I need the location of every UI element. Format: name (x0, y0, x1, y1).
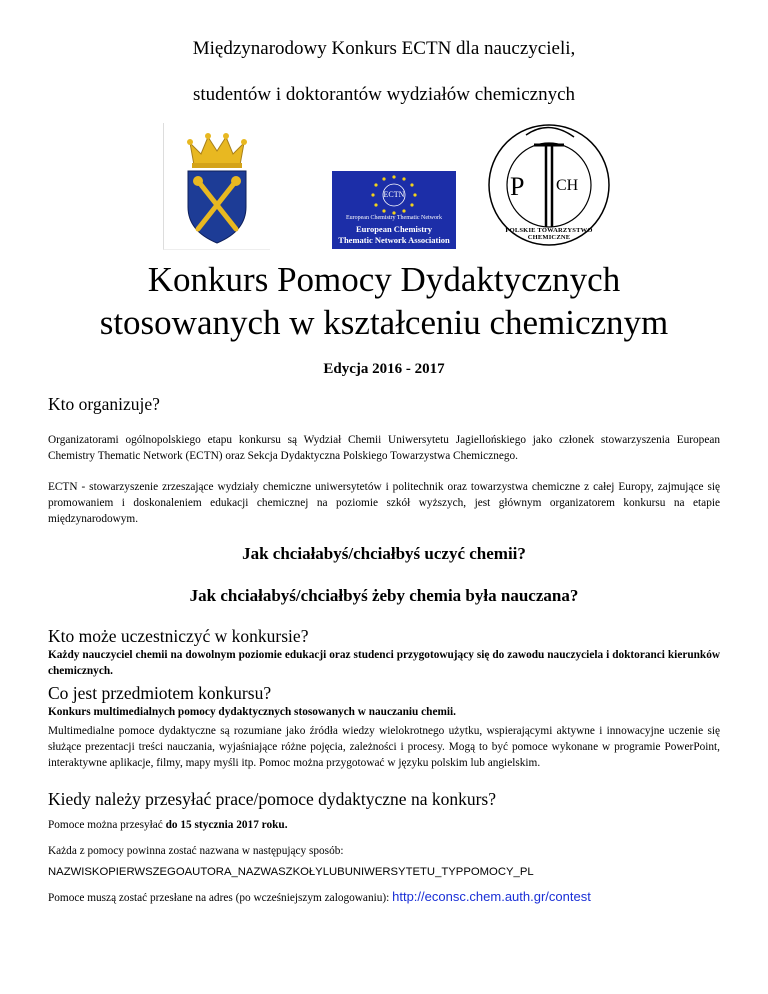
organizer-paragraph-2: ECTN - stowarzyszenie zrzeszające wydziały chemiczne uniwersytetów i politechnik oraz towarzystwa chemiczne z całej Europy, zajmujące się promowaniem i doskonaleniem edukacji chemicznej na poziomie szkół wyższych, jest głównym organizatorem konkursu na etapie międzynarodowym. (48, 481, 720, 525)
deadline-prefix: Pomoce można przesyłać (48, 819, 166, 831)
subject-text: Multimedialne pomoce dydaktyczne są rozumiane jako źródła wiedzy wielokrotnego użytku, wspierającymi aktywne i innowacyjne uczenie się służące prezentacji treści nauczania, wyjaśniające różne pojęcia, zależności i procesy. Mogą to być pomoce wykonane w programie PowerPoint, interaktywne aplikacje, filmy, mapy myśli itp. Pomoc można przygotować w języku polskim lub angielskim. (48, 725, 720, 769)
deadline-date: do 15 stycznia 2017 roku. (165, 819, 288, 831)
ectn-logo (332, 171, 456, 249)
ptch-logo (486, 121, 612, 247)
naming-intro: Każda z pomocy powinna zostać nazwana w następujący sposób: (48, 845, 344, 857)
organizer-heading: Kto organizuje? (48, 394, 160, 414)
deadline-line (48, 817, 720, 833)
organizer-paragraph-1: Organizatorami ogólnopolskiego etapu konkursu są Wydział Chemii Uniwersytetu Jagiellońskiego jako członek stowarzyszenia European Chemistry Thematic Network (ECTN) oraz Sekcja Dydaktyczna Polskiego Towarzystwa Chemicznego. (48, 434, 720, 462)
when-heading: Kiedy należy przesyłać prace/pomoce dydaktyczne na konkurs? (48, 789, 496, 809)
ectn-center-text: ECTN (383, 190, 405, 199)
main-title-line-2: stosowanych w kształceniu chemicznym (99, 303, 669, 342)
address-prefix: Pomoce muszą zostać przesłane na adres (po wcześniejszym zalogowaniu): (48, 892, 393, 904)
header-line-2: studentów i doktorantów wydziałów chemicznych (192, 84, 575, 105)
naming-pattern: NAZWISKOPIERWSZEGOAUTORA_NAZWASZKOŁYLUBUNIWERSYTETU_TYPPOMOCY_PL (48, 866, 534, 878)
who-heading: Kto może uczestniczyć w konkursie? (48, 626, 309, 646)
ptch-letter-p: P (510, 172, 525, 201)
ectn-ring-text: European Chemistry Thematic Network (345, 215, 443, 221)
subject-bold: Konkurs multimedialnych pomocy dydaktycznych stosowanych w nauczaniu chemii. (48, 706, 456, 718)
ectn-line-2: Thematic Network Association (338, 235, 450, 245)
question-1: Jak chciałabyś/chciałbyś uczyć chemii? (242, 544, 526, 563)
address-line (48, 889, 720, 906)
jagiellonian-crest-logo (163, 123, 270, 250)
edition: Edycja 2016 - 2017 (323, 361, 445, 377)
who-text: Każdy nauczyciel chemii na dowolnym poziomie edukacji oraz studenci przygotowujący się do zawodu nauczyciela i doktoranci kierunków chemicznych. (48, 649, 720, 677)
crest-icon (164, 123, 270, 249)
contest-link[interactable]: http://econsc.chem.auth.gr/contest (392, 889, 591, 904)
subject-heading: Co jest przedmiotem konkursu? (48, 683, 272, 703)
ectn-line-1: European Chemistry (355, 224, 433, 234)
ptch-letter-ch: CH (556, 177, 579, 194)
main-title-line-1: Konkurs Pomocy Dydaktycznych (147, 260, 621, 299)
ptch-ring-text: POLSKIE TOWARZYSTWO CHEMICZNE (505, 227, 593, 241)
question-2: Jak chciałabyś/chciałbyś żeby chemia była nauczana? (189, 586, 579, 605)
header-line-1: Międzynarodowy Konkurs ECTN dla nauczycieli, (192, 38, 576, 59)
